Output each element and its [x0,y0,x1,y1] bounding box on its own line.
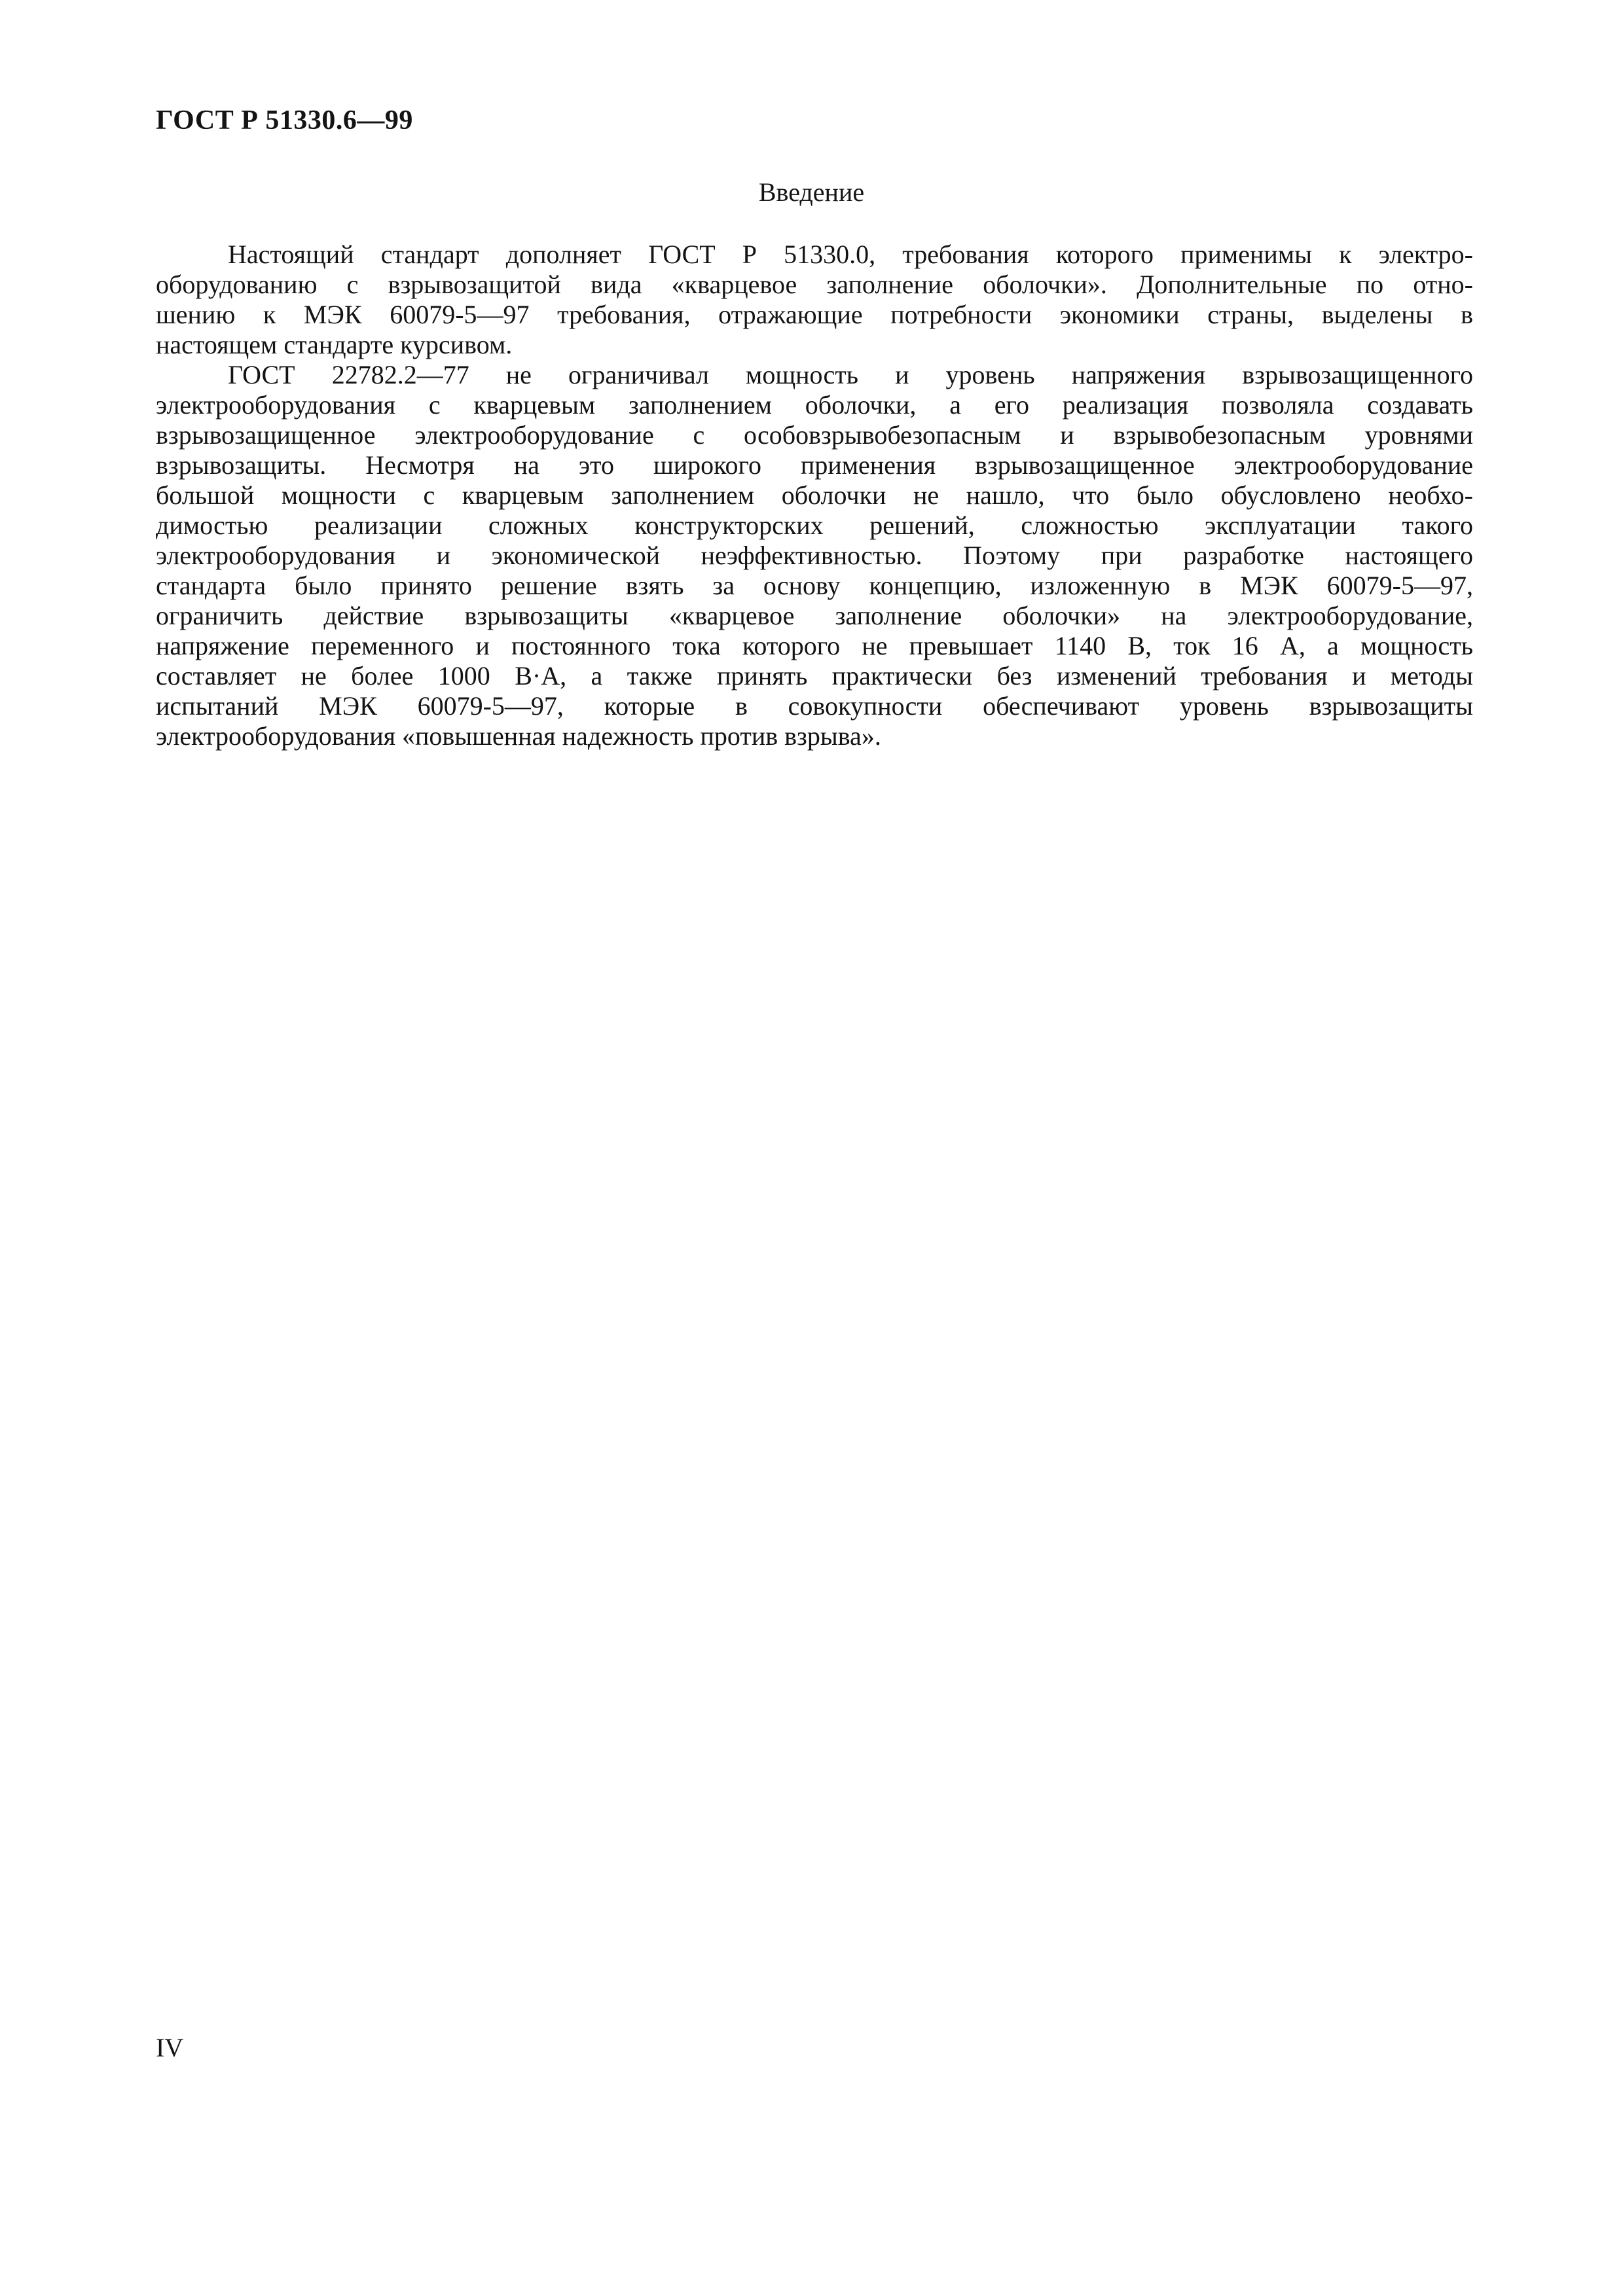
paragraph-history [156,360,1473,751]
text-line: взрывозащиты. Несмотря на это широкого применения взрывозащищенное электрооборудование [156,450,1473,480]
text-line: димостью реализации сложных конструкторских решений, сложностью эксплуатации такого [156,511,1473,540]
text-line: стандарта было принято решение взять за основу концепцию, изложенную в МЭК 60079-5—97, [156,571,1473,600]
text-line: электрооборудования с кварцевым заполнением оболочки, а его реализация позволяла создавать [156,390,1473,420]
text-line: электрооборудования «повышенная надежность против взрыва». [156,721,881,751]
text-line: ограничить действие взрывозащиты «кварцевое заполнение оболочки» на электрооборудование, [156,601,1473,630]
text-line: составляет не более 1000 В·А, а также принять практически без изменений требования и методы [156,661,1473,691]
text-line: испытаний МЭК 60079-5—97, которые в совокупности обеспечивают уровень взрывозащиты [156,691,1473,721]
text-line: шению к МЭК 60079-5—97 требования, отражающие потребности экономики страны, выделены в [156,300,1473,329]
standard-designation: ГОСТ Р 51330.6—99 [156,105,413,135]
page-number: IV [156,2033,184,2062]
section-title: Введение [758,177,865,207]
text-line: настоящем стандарте курсивом. [156,330,513,359]
text-line: большой мощности с кварцевым заполнением оболочки не нашло, что было обусловлено необхо- [156,480,1473,510]
text-line: напряжение переменного и постоянного тока которого не превышает 1140 В, ток 16 А, а мощность [156,631,1473,660]
text-line: электрооборудования и экономической неэффективностью. Поэтому при разработке настоящего [156,541,1473,570]
paragraph-scope [156,240,1473,360]
body-text [156,240,1473,751]
text-line: Настоящий стандарт дополняет ГОСТ Р 51330.0, требования которого применимы к электро- [228,240,1473,269]
text-line: оборудованию с взрывозащитой вида «кварцевое заполнение оболочки». Дополнительные по отно- [156,270,1473,299]
text-line: взрывозащищенное электрооборудование с особовзрывобезопасным и взрывобезопасным уровнями [156,420,1473,450]
text-line: ГОСТ 22782.2—77 не ограничивал мощность и уровень напряжения взрывозащищенного [228,360,1473,389]
